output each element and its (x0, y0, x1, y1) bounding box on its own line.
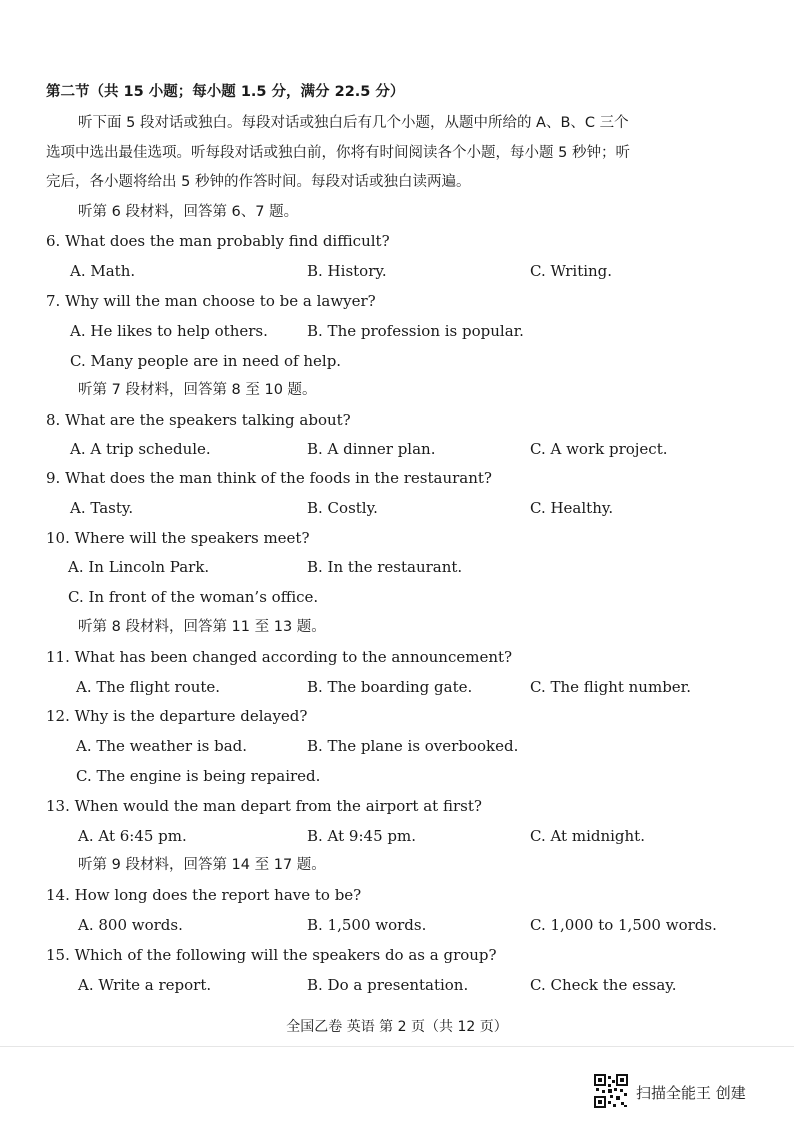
question-13-stem: 13. When would the man depart from the airport at first? (46, 797, 482, 815)
question-9-option-c: C. Healthy. (530, 499, 614, 517)
question-12-option-a: A. The weather is bad. (76, 737, 248, 755)
question-15-option-a: A. Write a report. (78, 976, 212, 994)
question-10-stem: 10. Where will the speakers meet? (46, 529, 310, 547)
question-8-stem: 8. What are the speakers talking about? (46, 411, 351, 429)
question-13-option-c: C. At midnight. (530, 827, 645, 845)
question-15-option-b: B. Do a presentation. (307, 976, 469, 994)
question-8-option-c: C. A work project. (530, 440, 668, 458)
question-11-stem: 11. What has been changed according to the announcement? (46, 648, 513, 666)
question-12-option-c: C. The engine is being repaired. (76, 767, 321, 785)
question-7-option-b: B. The profession is popular. (307, 322, 524, 340)
question-9-option-a: A. Tasty. (70, 499, 134, 517)
material-intro-6: 听第 6 段材料，回答第 6、7 题。 (78, 204, 299, 220)
question-6-option-c: C. Writing. (530, 262, 613, 280)
question-15-option-c: C. Check the essay. (530, 976, 677, 994)
material-intro-8: 听第 8 段材料，回答第 11 至 13 题。 (78, 619, 326, 635)
page-divider (0, 1046, 794, 1047)
question-14-stem: 14. How long does the report have to be? (46, 886, 362, 904)
question-7-option-a: A. He likes to help others. (70, 322, 268, 340)
question-13-option-a: A. At 6:45 pm. (78, 827, 187, 845)
question-11-option-a: A. The flight route. (76, 678, 221, 696)
question-12-option-b: B. The plane is overbooked. (307, 737, 519, 755)
question-9-option-b: B. Costly. (307, 499, 378, 517)
scanner-watermark-text: 扫描全能王 创建 (636, 1084, 746, 1102)
question-9-stem: 9. What does the man think of the foods in the restaurant? (46, 469, 492, 487)
question-14-option-c: C. 1,000 to 1,500 words. (530, 916, 717, 934)
question-11-option-c: C. The flight number. (530, 678, 691, 696)
question-6-stem: 6. What does the man probably find difficult? (46, 232, 390, 250)
instruction-line-2: 选项中选出最佳选项。听每段对话或独白前，你将有时间阅读各个小题，每小题 5 秒钟；听 (46, 145, 630, 161)
question-13-option-b: B. At 9:45 pm. (307, 827, 416, 845)
question-6-option-b: B. History. (307, 262, 387, 280)
question-14-option-a: A. 800 words. (78, 916, 183, 934)
question-12-stem: 12. Why is the departure delayed? (46, 707, 308, 725)
page-footer: 全国乙卷 英语 第 2 页（共 12 页） (286, 1019, 508, 1035)
question-10-option-b: B. In the restaurant. (307, 558, 463, 576)
question-10-option-a: A. In Lincoln Park. (68, 558, 210, 576)
question-15-stem: 15. Which of the following will the speakers do as a group? (46, 946, 497, 964)
question-10-option-c: C. In front of the woman’s office. (68, 588, 319, 606)
section-heading: 第二节（共 15 小题；每小题 1.5 分，满分 22.5 分） (46, 84, 405, 100)
instruction-line-1: 听下面 5 段对话或独白。每段对话或独白后有几个小题，从题中所给的 A、B、C 三个 (78, 115, 629, 131)
qr-code-icon (594, 1074, 628, 1108)
question-8-option-a: A. A trip schedule. (70, 440, 211, 458)
question-8-option-b: B. A dinner plan. (307, 440, 436, 458)
question-6-option-a: A. Math. (70, 262, 136, 280)
question-7-stem: 7. Why will the man choose to be a lawyer? (46, 292, 376, 310)
material-intro-7: 听第 7 段材料，回答第 8 至 10 题。 (78, 382, 317, 398)
question-14-option-b: B. 1,500 words. (307, 916, 427, 934)
question-7-option-c: C. Many people are in need of help. (70, 352, 342, 370)
instruction-line-3: 完后，各小题将给出 5 秒钟的作答时间。每段对话或独白读两遍。 (46, 174, 471, 190)
material-intro-9: 听第 9 段材料，回答第 14 至 17 题。 (78, 857, 326, 873)
question-11-option-b: B. The boarding gate. (307, 678, 473, 696)
